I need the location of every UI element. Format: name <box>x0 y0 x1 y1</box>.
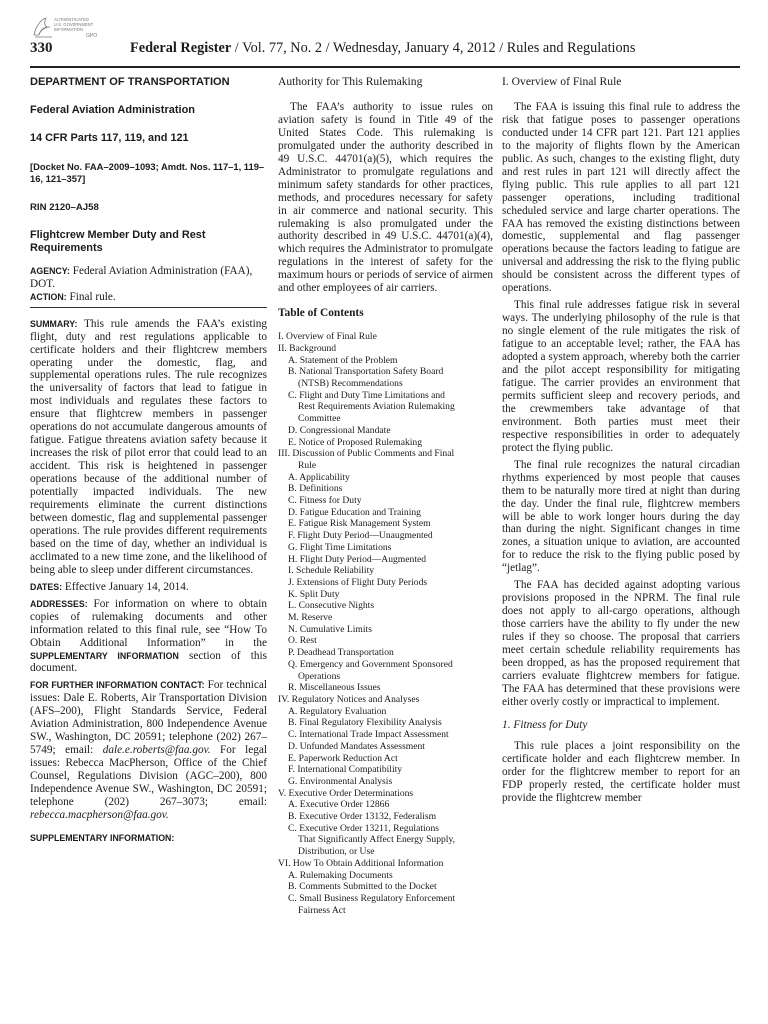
toc-item[interactable]: D. Congressional Mandate <box>288 424 391 436</box>
fitness-paragraph: This rule places a joint responsibility on the certificate holder and each flightcrew member. In order for the flightcrew member to report for an FDP properly rested, the certificate holder must provide the flightcrew member <box>502 739 740 804</box>
toc-item[interactable]: That Significantly Affect Energy Supply, <box>298 834 456 846</box>
seal-line-3: INFORMATION <box>54 27 83 32</box>
toc-item[interactable]: B. Final Regulatory Flexibility Analysis <box>288 717 442 729</box>
toc-item[interactable]: A. Regulatory Evaluation <box>288 705 387 717</box>
toc-item[interactable]: M. Reserve <box>288 612 333 624</box>
contact-legal-text: For legal issues: Rebecca MacPherson, Office of the Chief Counsel, Regulations Division (AGC–200), 800 Independence Avenue SW., Washington, DC 20591; telephone (202) 267–3073; email: <box>30 744 267 808</box>
seal-line-1: AUTHENTICATED <box>54 17 89 22</box>
action-block <box>30 291 267 304</box>
docket-number: [Docket No. FAA–2009–1093; Amdt. Nos. 117–1, 119–16, 121–357] <box>30 160 265 184</box>
dates-label: DATES: <box>30 581 63 592</box>
divider <box>30 307 267 308</box>
toc-item[interactable]: C. Small Business Regulatory Enforcement <box>288 892 456 904</box>
action-label: ACTION: <box>30 291 67 302</box>
toc-item[interactable]: E. Fatigue Risk Management System <box>288 518 431 530</box>
overview-heading: I. Overview of Final Rule <box>502 75 622 88</box>
toc-item[interactable]: B. National Transportation Safety Board <box>288 366 444 378</box>
toc-item[interactable]: D. Unfunded Mandates Assessment <box>288 740 425 752</box>
toc-item[interactable]: G. Flight Time Limitations <box>288 541 392 553</box>
toc-item[interactable]: K. Split Duty <box>288 588 340 600</box>
addresses-block <box>30 598 267 676</box>
overview-paragraph-2: This final rule addresses fatigue risk in several ways. The underlying philosophy of the rule is that no single element of the rule mitigates the risk of fatigue to an acceptable level; rather, the FAA has adopted a system approach, whereby both the carrier and the pilot accept responsibility for mitigating fatigue. The carrier provides an environment that permits sufficient sleep and recovery periods, and the crewmembers take advantage of that environment. Both parties must meet their respective responsibilities in order to adequately protect the flying public. <box>502 299 740 454</box>
toc-item[interactable]: Rest Requirements Aviation Rulemaking <box>298 401 455 413</box>
dates-block <box>30 581 267 594</box>
toc-item[interactable]: B. Executive Order 13132, Federalism <box>288 811 437 823</box>
authority-heading: Authority for This Rulemaking <box>278 75 423 88</box>
overview-paragraph-4: The FAA has decided against adopting various provisions proposed in the NPRM. The final rule does not apply to all-cargo operations, although those carriers have the ability to fly under the new rules if they so choose. The proposal that carriers meet certain schedule reliability requirements has been dropped, as has the proposed requirement that carriers evaluate flightcrew members for fatigue. The FAA has determined that these provisions were either overly costly or impractical to implement. <box>502 579 740 708</box>
agency-label: AGENCY: <box>30 265 70 276</box>
toc-item[interactable]: A. Statement of the Problem <box>288 354 398 366</box>
toc-item[interactable]: C. Executive Order 13211, Regulations <box>288 822 439 834</box>
toc-item[interactable]: L. Consecutive Nights <box>288 600 375 612</box>
toc-item[interactable]: Operations <box>298 670 341 682</box>
volume-issue-date: / Vol. 77, No. 2 / Wednesday, January 4, 2012 / Rules and Regulations <box>231 40 636 56</box>
addresses-reference: SUPPLEMENTARY INFORMATION <box>30 650 179 661</box>
toc-item[interactable]: C. Flight and Duty Time Limitations and <box>288 389 445 401</box>
department-heading: DEPARTMENT OF TRANSPORTATION <box>30 76 230 88</box>
contact-block <box>30 679 267 821</box>
summary-label: SUMMARY: <box>30 318 78 329</box>
contact-label: FOR FURTHER INFORMATION CONTACT: <box>30 680 205 691</box>
addresses-label: ADDRESSES: <box>30 598 88 609</box>
toc-item[interactable]: P. Deadhead Transportation <box>288 647 394 659</box>
overview-paragraph-3: The final rule recognizes the natural circadian rhythms experienced by most people that causes them to be naturally more tired at night than during the day. Under the final rule, flightcrew members will be able to work longer hours during the day than during the night. Significant changes in time zones, a situation unique to aviation, are accounted for to reduce the risk to the flying public posed by “jetlag”. <box>502 458 740 575</box>
toc-item[interactable]: Distribution, or Use <box>298 846 375 858</box>
contact-email-technical[interactable]: dale.e.roberts@faa.gov. <box>102 744 211 757</box>
toc-item[interactable]: Q. Emergency and Government Sponsored <box>288 658 453 670</box>
toc-item[interactable]: II. Background <box>278 342 337 354</box>
toc-item[interactable]: IV. Regulatory Notices and Analyses <box>278 694 420 705</box>
toc-item[interactable]: V. Executive Order Determinations <box>278 787 414 799</box>
addresses-tail: section of this document. <box>30 649 267 675</box>
agency-heading: Federal Aviation Administration <box>30 103 196 116</box>
agency-block <box>30 265 267 291</box>
overview-paragraph-1: The FAA is issuing this final rule to address the risk that fatigue poses to passenger operations conducted under 14 CFR part 121. Part 121 applies to the majority of flights flown by the American public. As such, changes to the existing flight, duty and rest rules in part 121 will directly affect the flying public. This rule applies to all part 121 passenger operations, including traditional scheduled service and large charter operations. The FAA has removed the existing distinctions between domestic, supplemental and flag passenger operations because the factors leading to fatigue are universal and addressing the risk to the flying public should be consistent across the different types of operations. <box>502 100 740 295</box>
toc-item[interactable]: A. Applicability <box>288 471 350 483</box>
toc-item[interactable]: A. Executive Order 12866 <box>288 799 390 811</box>
masthead <box>130 40 635 57</box>
toc-item[interactable]: R. Miscellaneous Issues <box>288 682 381 694</box>
publication-name: Federal Register <box>130 40 232 56</box>
toc-item[interactable]: (NTSB) Recommendations <box>298 378 403 390</box>
authority-paragraph: The FAA’s authority to issue rules on aviation safety is found in Title 49 of the United States Code. This rulemaking is promulgated under the authority described in 49 U.S.C. 44701(a)(5), which requires the Administrator to promulgate regulations and minimum safety standards for other practices, methods, and procedures necessary for safety in air commerce and national security. This rulemaking is also promulgated under the authority described in 49 U.S.C. 44701(a)(4), which requires the Administrator to promulgate regulations in the interest of safety for the maximum hours or periods of service of airmen and other employees of air carriers. <box>278 100 493 295</box>
toc-item[interactable]: N. Cumulative Limits <box>288 623 372 635</box>
toc-item[interactable]: F. International Compatibility <box>288 764 403 776</box>
toc-item[interactable]: Fairness Act <box>298 904 346 916</box>
toc-item[interactable]: E. Notice of Proposed Rulemaking <box>288 436 423 448</box>
contact-email-legal[interactable]: rebecca.macpherson@faa.gov. <box>30 808 169 821</box>
toc-item[interactable]: B. Definitions <box>288 483 343 495</box>
contact-technical-text: For technical issues: Dale E. Roberts, Air Transportation Division (AFS–200), Flight Standards Service, Federal Aviation Administration, 800 Independence Avenue SW., Washington, DC 20591; telephone (202) 267–5749; email: <box>30 679 267 757</box>
toc-item[interactable]: C. Fitness for Duty <box>288 495 362 507</box>
page-header <box>30 40 740 62</box>
summary-block <box>30 318 267 577</box>
column-3 <box>502 74 740 809</box>
toc-item[interactable]: G. Environmental Analysis <box>288 775 393 787</box>
dates-text: Effective January 14, 2014. <box>62 580 189 593</box>
agency-text: Federal Aviation Administration (FAA), DOT. <box>30 264 253 290</box>
column-2 <box>278 74 493 916</box>
toc-item[interactable]: VI. How To Obtain Additional Information <box>278 857 444 869</box>
toc-item[interactable]: Committee <box>298 413 341 425</box>
toc-item[interactable]: III. Discussion of Public Comments and Final <box>278 448 455 460</box>
header-rule <box>30 66 740 68</box>
toc-heading: Table of Contents <box>278 307 364 320</box>
supplementary-information-label: SUPPLEMENTARY INFORMATION: <box>30 832 175 843</box>
toc-item[interactable]: F. Flight Duty Period—Unaugmented <box>288 530 433 542</box>
toc-item[interactable]: I. Schedule Reliability <box>288 565 375 577</box>
toc-item[interactable]: H. Flight Duty Period—Augmented <box>288 553 427 565</box>
cfr-parts: 14 CFR Parts 117, 119, and 121 <box>30 131 189 144</box>
toc-item[interactable]: B. Comments Submitted to the Docket <box>288 881 437 893</box>
action-text: Final rule. <box>66 290 116 303</box>
seal-line-2: U.S. GOVERNMENT <box>54 22 94 27</box>
toc-item[interactable]: O. Rest <box>288 635 317 647</box>
toc-item[interactable]: Rule <box>298 459 317 471</box>
summary-text: This rule amends the FAA’s existing flight, duty and rest regulations applicable to certificate holders and their flightcrew members operating under the domestic, flag, and supplemental operations rules. The rule recognizes the universality of factors that lead to fatigue in most individuals and regulates these factors to ensure that flightcrew members in passenger operations do not accumulate dangerous amounts of fatigue. Fatigue threatens aviation safety because it increases the risk of pilot error that could lead to an accident. This risk is heightened in passenger operations because of the additional number of potentially impacted individuals. The new requirements eliminate the current distinctions between domestic, flag and supplemental passenger operations. The rule provides different requirements based on the time of day, whether an individual is acclimated to a new time zone, and the likelihood of being able to sleep under different circumstances. <box>30 317 267 576</box>
rule-title: Flightcrew Member Duty and Rest Requirements <box>30 228 206 254</box>
page-number: 330 <box>30 40 53 56</box>
toc-item[interactable]: A. Rulemaking Documents <box>288 869 393 881</box>
addresses-text: For information on where to obtain copies of rulemaking documents and other information related to this final rule, see “How To Obtain Additional Information” in the <box>30 597 267 649</box>
toc-item[interactable]: J. Extensions of Flight Duty Periods <box>288 576 428 588</box>
toc-item[interactable]: D. Fatigue Education and Training <box>288 506 421 518</box>
toc-item[interactable]: E. Paperwork Reduction Act <box>288 752 398 764</box>
toc-item[interactable]: I. Overview of Final Rule <box>278 331 377 343</box>
table-of-contents <box>278 331 493 916</box>
rin-number: RIN 2120–AJ58 <box>30 201 99 213</box>
toc-item[interactable]: C. International Trade Impact Assessment <box>288 729 449 741</box>
column-1 <box>30 74 267 845</box>
seal-line-4: GPO <box>86 33 98 39</box>
fitness-for-duty-heading: 1. Fitness for Duty <box>502 718 588 731</box>
